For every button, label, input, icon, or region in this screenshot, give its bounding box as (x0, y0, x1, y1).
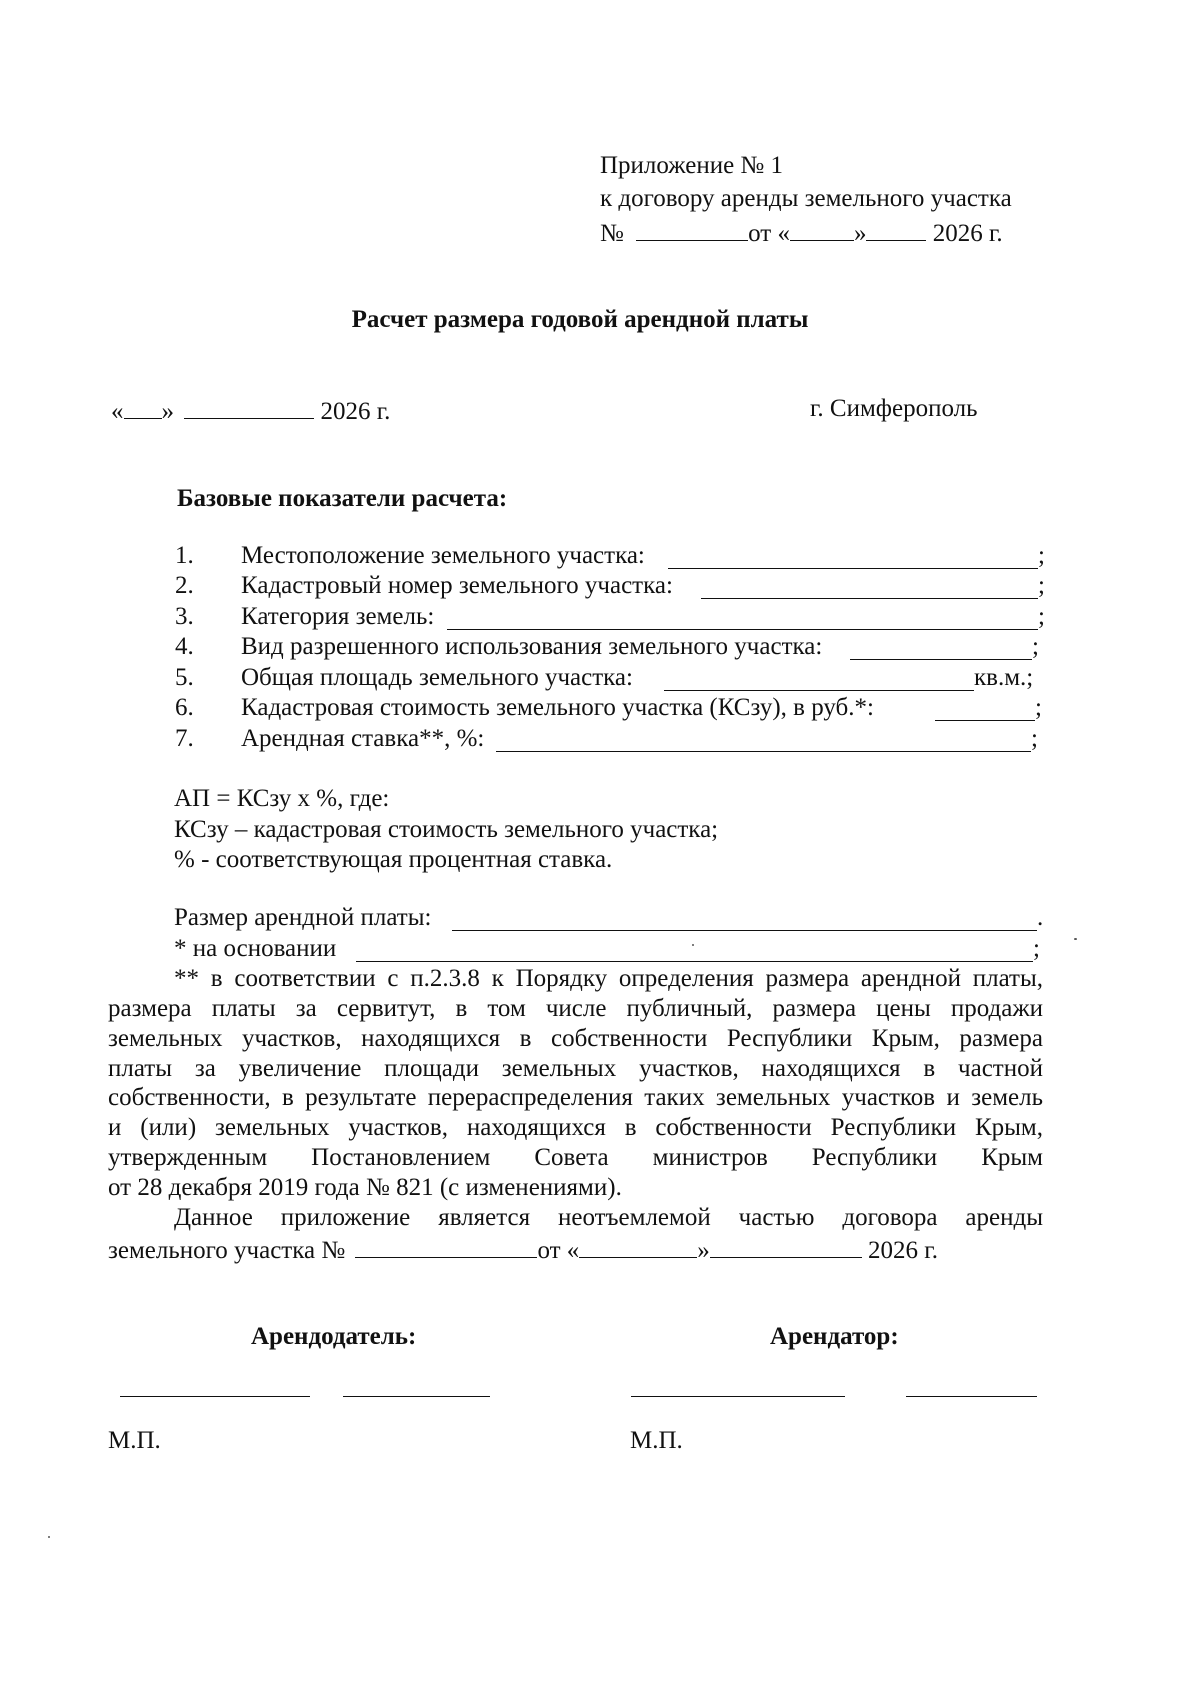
footnote-first-line: ** в соответствии с п.2.3.8 к Порядку определения размера арендной платы, (174, 965, 1043, 992)
formula-line: АП = КСзу х %, где: (174, 785, 390, 812)
list-item-end: ; (1038, 572, 1045, 599)
rent-label: Размер арендной платы: (174, 904, 432, 931)
date-open-quote: « (111, 398, 124, 425)
list-item-end: ; (1032, 633, 1039, 660)
list-item-blank (447, 629, 1038, 630)
list-item-label: Общая площадь земельного участка: (241, 664, 633, 691)
integral-number-line (108, 1233, 938, 1266)
list-item-label: Категория земель: (241, 603, 435, 630)
list-item-blank (850, 659, 1032, 660)
list-item-number: 6. (175, 694, 194, 721)
date-month-blank (184, 394, 314, 419)
list-item-label: Местоположение земельного участка: (241, 542, 645, 569)
list-item-label: Арендная ставка**, %: (241, 725, 485, 752)
contract-day-blank (790, 216, 854, 241)
integral-prefix: земельного участка № (108, 1237, 346, 1264)
list-item-number: 2. (175, 572, 194, 599)
scan-speck (692, 944, 694, 946)
lessor-name-line (343, 1396, 490, 1397)
quote-close: » (853, 220, 867, 247)
footnote-line: собственности, в результате перераспределения таких земельных участков и земель (108, 1084, 1043, 1111)
list-item-blank (496, 751, 1031, 752)
scan-speck (1074, 938, 1077, 940)
basis-end: ; (1033, 935, 1040, 962)
list-item-end: ; (1038, 603, 1045, 630)
number-prefix: № (600, 220, 624, 247)
footnote-line: платы за увеличение площади земельных участков, находящихся в частной (108, 1055, 1043, 1082)
contract-year: 2026 г. (932, 220, 1003, 247)
appendix-number-line (600, 216, 1003, 249)
list-item-label: Кадастровый номер земельного участка: (241, 572, 673, 599)
basis-label: * на основании (174, 935, 337, 962)
date-day-blank (124, 394, 162, 419)
integral-line: Данное приложение является неотъемлемой частью договора аренды (174, 1204, 1043, 1231)
list-item-end: ; (1031, 725, 1038, 752)
footnote-line: утвержденным Постановлением Совета министров Республики Крым (108, 1144, 1043, 1171)
from-label: от « (748, 220, 790, 247)
list-item-end: ; (1035, 694, 1042, 721)
basis-blank (356, 961, 1033, 962)
rent-end: . (1037, 904, 1044, 931)
integral-number-blank (355, 1233, 537, 1258)
contract-month-blank (866, 216, 926, 241)
list-item-blank (668, 568, 1038, 569)
list-item-end: кв.м.; (974, 664, 1034, 691)
scan-speck (48, 1536, 50, 1538)
footnote-line: размера платы за сервитут, в том числе публичный, размера цены продажи (108, 995, 1043, 1022)
date-year: 2026 г. (320, 398, 391, 425)
footnote-line: и (или) земельных участков, находящихся в собственности Республики Крым, (108, 1114, 1043, 1141)
integral-year: 2026 г. (868, 1237, 938, 1264)
list-item-end: ; (1038, 542, 1045, 569)
date-line (111, 394, 390, 427)
integral-quote-close: » (697, 1237, 710, 1264)
integral-day-blank (579, 1233, 697, 1258)
lessee-heading: Арендатор: (770, 1323, 899, 1350)
lessor-stamp-label: М.П. (108, 1427, 161, 1454)
appendix-label: Приложение № 1 (600, 152, 784, 179)
list-item-number: 4. (175, 633, 194, 660)
date-close-quote: » (161, 398, 174, 425)
footnote-last-line: от 28 декабря 2019 года № 821 (с изменениями). (108, 1174, 622, 1201)
integral-month-blank (710, 1233, 862, 1258)
contract-number-blank (636, 216, 748, 241)
list-item-label: Кадастровая стоимость земельного участка (КСзу), в руб.*: (241, 694, 874, 721)
list-item-blank (664, 690, 974, 691)
lessee-stamp-label: М.П. (630, 1427, 683, 1454)
city: г. Симферополь (810, 395, 978, 422)
lessor-heading: Арендодатель: (251, 1323, 417, 1350)
base-heading: Базовые показатели расчета: (177, 485, 508, 512)
list-item-blank (701, 598, 1038, 599)
list-item-number: 7. (175, 725, 194, 752)
lessee-signature-line (631, 1396, 845, 1397)
list-item-number: 5. (175, 664, 194, 691)
rent-blank (452, 930, 1037, 931)
list-item-number: 1. (175, 542, 194, 569)
list-item-number: 3. (175, 603, 194, 630)
page-title: Расчет размера годовой арендной платы (351, 306, 809, 333)
list-item-label: Вид разрешенного использования земельного участка: (241, 633, 823, 660)
integral-from: от « (537, 1237, 580, 1264)
list-item-blank (935, 720, 1035, 721)
lessor-signature-line (120, 1396, 310, 1397)
lessee-name-line (906, 1396, 1037, 1397)
formula-line: % - соответствующая процентная ставка. (174, 846, 613, 873)
appendix-contract-ref: к договору аренды земельного участка (600, 185, 1012, 212)
footnote-line: земельных участков, находящихся в собственности Республики Крым, размера (108, 1025, 1043, 1052)
formula-line: КСзу – кадастровая стоимость земельного участка; (174, 816, 719, 843)
